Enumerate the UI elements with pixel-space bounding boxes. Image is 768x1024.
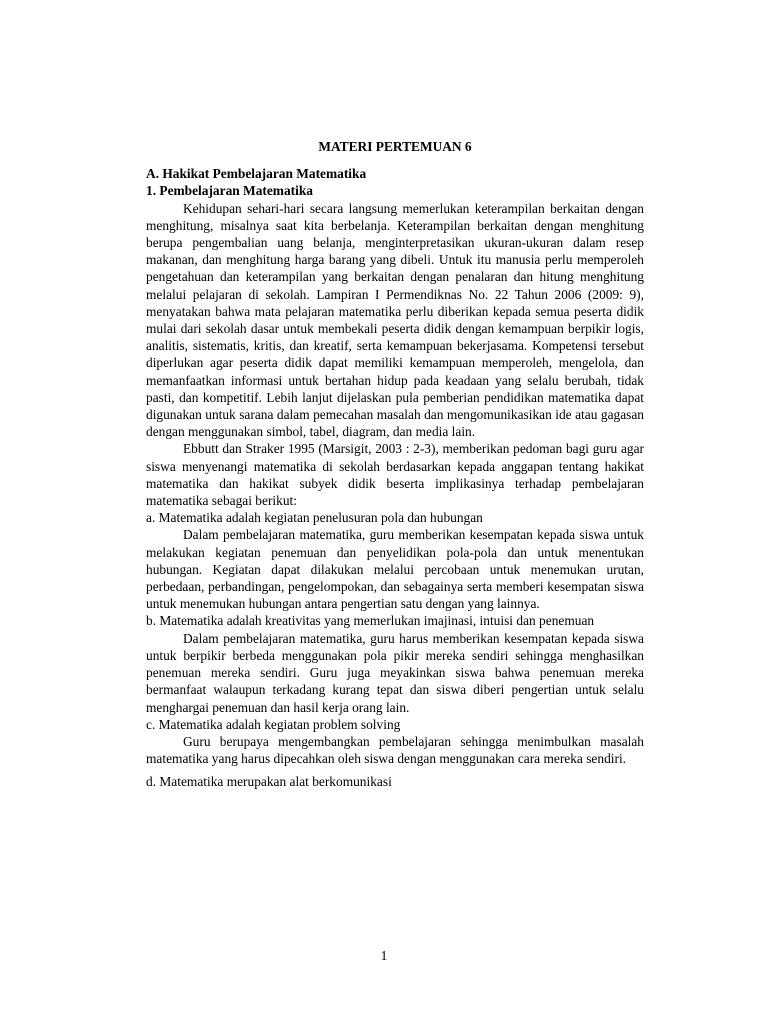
paragraph-intro: Kehidupan sehari-hari secara langsung memerlukan keterampilan berkaitan dengan menghitung, misalnya saat kita berbelanja. Keterampilan berkaitan dengan menghitung berupa pengembalian uang belanja, menginterpretasikan ukuran-ukuran dalam resep makanan, dan menghitung harga barang yang dibeli. Untuk itu manusia perlu memperoleh pengetahuan dan keterampilan yang berkaitan dengan penalaran dan hitung menghitung melalui pelajaran di sekolah. Lampiran I Permendiknas No. 22 Tahun 2006 (2009: 9), menyatakan bahwa mata pelajaran matematika perlu diberikan kepada semua peserta didik mulai dari sekolah dasar untuk membekali peserta didik dengan kemampuan berpikir logis, analitis, sistematis, kritis, dan kreatif, serta kemampuan bekerjasama. Kompetensi tersebut diperlukan agar peserta didik dapat memiliki kemampuan memperoleh, mengelola, dan memanfaatkan informasi untuk bertahan hidup pada keadaan yang selalu berubah, tidak pasti, dan kompetitif. Lebih lanjut dijelaskan pula pemberian pendidikan matematika dapat digunakan untuk sarana dalam pemecahan masalah dan mengomunikasikan ide atau gagasan dengan menggunakan simbol, tabel, diagram, dan media lain. [146,200,644,440]
list-item-a-body: Dalam pembelajaran matematika, guru memberikan kesempatan kepada siswa untuk melakukan kegiatan penemuan dan penyelidikan pola-pola dan untuk menentukan hubungan. Kegiatan dapat dilakukan melalui percobaan untuk menemukan urutan, perbedaan, perbandingan, pengelompokan, dan sebagainya serta memberi kesempatan siswa untuk menemukan hubungan antara pengertian satu dengan yang lainnya. [146,527,644,612]
page-title: MATERI PERTEMUAN 6 [318,139,472,154]
list-item-a-heading: a. Matematika adalah kegiatan penelusuran pola dan hubungan [146,510,483,526]
list-item-c-body: Guru berupaya mengembangkan pembelajaran sehingga menimbulkan masalah matematika yang harus dipecahkan oleh siswa dengan menggunakan cara mereka sendiri. [146,733,644,767]
list-item-d-heading: d. Matematika merupakan alat berkomunikasi [146,774,392,790]
section-heading-a: A. Hakikat Pembelajaran Matematika [146,166,367,182]
page-content [146,138,644,791]
list-item-b-heading: b. Matematika adalah kreativitas yang memerlukan imajinasi, intuisi dan penemuan [146,613,595,629]
list-item-b-body: Dalam pembelajaran matematika, guru harus memberikan kesempatan kepada siswa untuk berpikir berbeda menggunakan pola pikir mereka sendiri sehingga menghasilkan penemuan mereka sendiri. Guru juga meyakinkan siswa bahwa penemuan mereka bermanfaat walaupun terkadang kurang tepat dan siswa diberi pengertian untuk selalu menghargai penemuan dan hasil kerja orang lain. [146,630,644,715]
paragraph-ebbutt: Ebbutt dan Straker 1995 (Marsigit, 2003 : 2-3), memberikan pedoman bagi guru agar siswa menyenangi matematika di sekolah berdasarkan kepada anggapan tentang hakikat matematika dan hakikat subyek didik beserta implikasinya terhadap pembelajaran matematika sebagai berikut: [146,441,644,509]
page-number: 1 [380,948,388,963]
subsection-heading-1: 1. Pembelajaran Matematika [146,183,313,199]
list-item-c-heading: c. Matematika adalah kegiatan problem solving [146,716,401,732]
